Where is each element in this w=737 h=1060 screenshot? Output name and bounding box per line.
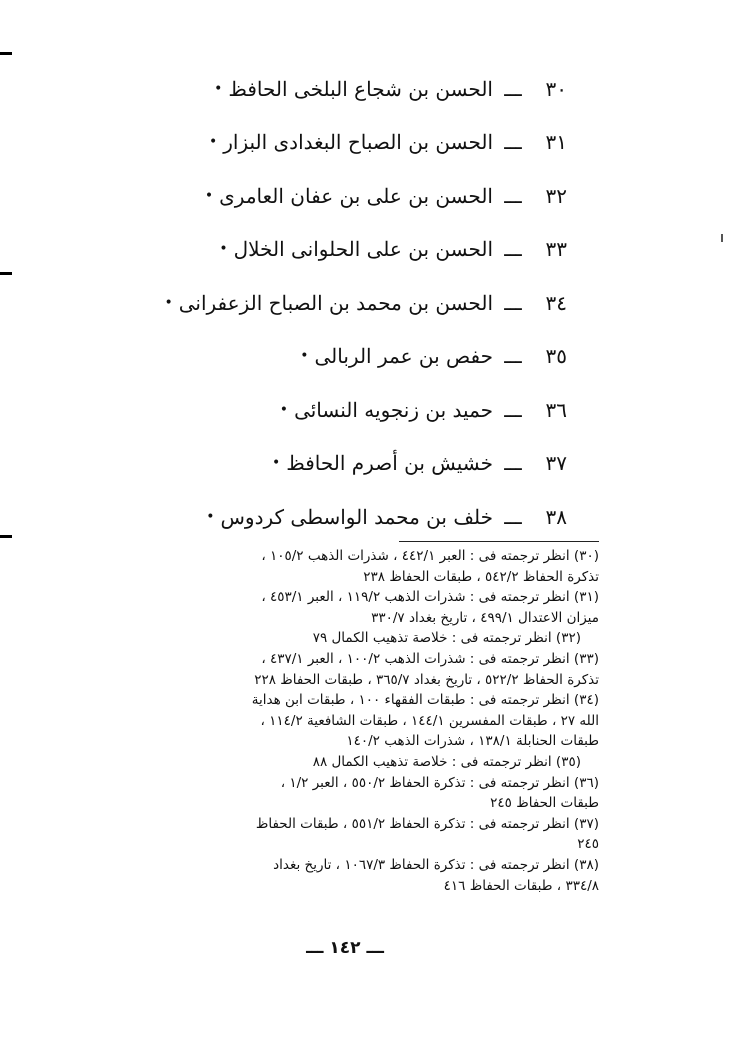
entry-dash: ـــ bbox=[504, 397, 522, 422]
entry-dot: • bbox=[204, 187, 214, 204]
entry-dash: ـــ bbox=[504, 130, 522, 155]
scan-edge-mark bbox=[0, 52, 12, 55]
footnote-separator bbox=[399, 541, 599, 542]
entry-number: ٣٧ bbox=[545, 451, 567, 476]
entry-number: ٣٣ bbox=[545, 237, 567, 262]
entry-name: خلف بن محمد الواسطى كردوس bbox=[220, 504, 493, 529]
list-item bbox=[47, 276, 567, 330]
entry-number: ٣٨ bbox=[545, 504, 567, 529]
entry-dash: ـــ bbox=[504, 344, 522, 369]
list-item bbox=[47, 330, 567, 384]
entry-name: الحسن بن محمد بن الصباح الزعفرانى bbox=[178, 290, 493, 315]
footnote-line: ٢٤٥ bbox=[577, 836, 599, 853]
entry-name: الحسن بن شجاع البلخى الحافظ bbox=[228, 76, 493, 101]
footnote-line: ٣٣٤/٨ ، طبقات الحفاظ ٤١٦ bbox=[443, 877, 599, 894]
entry-dash: ـــ bbox=[504, 237, 522, 262]
footnote-line: تذكرة الحفاظ ٥٢٢/٢ ، تاريخ بغداد ٣٦٥/٧ ، طبقات الحفاظ ٢٢٨ bbox=[254, 671, 599, 688]
entry-dash: ـــ bbox=[504, 183, 522, 208]
footnote-line: (٣٧) انظر ترجمته فى : تذكرة الحفاظ ٥٥١/٢ ، طبقات الحفاظ bbox=[255, 815, 599, 832]
entry-dot: • bbox=[214, 80, 223, 97]
list-item bbox=[47, 383, 567, 437]
footnote-line: تذكرة الحفاظ ٥٤٢/٢ ، طبقات الحفاظ ٢٣٨ bbox=[363, 568, 599, 585]
entry-dot: • bbox=[164, 294, 173, 311]
entry-dash: ـــ bbox=[504, 504, 522, 529]
entry-number: ٣٠ bbox=[545, 76, 567, 101]
scan-edge-mark bbox=[0, 535, 12, 538]
entry-name: خشيش بن أصرم الحافظ bbox=[286, 451, 493, 476]
entry-number: ٣١ bbox=[545, 130, 567, 155]
entry-name: الحسن بن الصباح البغدادى البزار bbox=[223, 130, 493, 155]
entry-number: ٣٥ bbox=[545, 344, 567, 369]
entry-name: حميد بن زنجويه النسائى bbox=[294, 397, 493, 422]
footnote-line: (٣٨) انظر ترجمته فى : تذكرة الحفاظ ١٠٦٧/٣ ، تاريخ بغداد bbox=[273, 856, 599, 873]
entry-dot: • bbox=[208, 134, 218, 151]
entry-number: ٣٤ bbox=[545, 290, 567, 315]
footnote-line: (٣٥) انظر ترجمته فى : خلاصة تذهيب الكمال ٨٨ bbox=[312, 753, 581, 770]
list-item bbox=[47, 490, 567, 544]
footnote-line: (٣٤) انظر ترجمته فى : طبقات الفقهاء ١٠٠ ، طبقات ابن هداية bbox=[251, 692, 599, 709]
entry-dash: ـــ bbox=[504, 76, 522, 101]
entry-number: ٣٦ bbox=[545, 397, 567, 422]
footnote-line: (٣١) انظر ترجمته فى : شذرات الذهب ١١٩/٢ ، العبر ٤٥٣/١ ، bbox=[261, 589, 599, 606]
entry-dot: • bbox=[219, 241, 228, 258]
entry-dot: • bbox=[279, 401, 289, 418]
footnotes bbox=[79, 546, 599, 896]
list-item bbox=[47, 169, 567, 223]
entry-dot: • bbox=[206, 508, 215, 525]
entry-number: ٣٢ bbox=[545, 183, 567, 208]
footnote-line: طبقات الحفاظ ٢٤٥ bbox=[490, 795, 599, 812]
entry-name: الحسن بن على بن عفان العامرى bbox=[219, 183, 493, 208]
entry-name: حفص بن عمر الربالى bbox=[314, 344, 493, 369]
scan-edge-mark bbox=[0, 272, 12, 275]
list-item bbox=[47, 223, 567, 277]
list-item bbox=[47, 62, 567, 116]
scan-speck bbox=[721, 234, 723, 242]
footnote-line: (٣٦) انظر ترجمته فى : تذكرة الحفاظ ٥٥٠/٢ ، العبر ١/٢ ، bbox=[280, 774, 599, 791]
footnote-line: (٣٢) انظر ترجمته فى : خلاصة تذهيب الكمال ٧٩ bbox=[312, 630, 581, 647]
footnote-line: (٣٠) انظر ترجمته فى : العبر ٤٤٢/١ ، شذرات الذهب ١٠٥/٢ ، bbox=[261, 548, 599, 564]
page-number: ـــ ١٤٢ ـــ bbox=[306, 938, 384, 958]
footnote-line: الله ٢٧ ، طبقات المفسرين ١٤٤/١ ، طبقات الشافعية ١١٤/٢ ، bbox=[260, 712, 599, 729]
footnote-line: طبقات الحنابلة ١٣٨/١ ، شذرات الذهب ١٤٠/٢ bbox=[346, 733, 599, 750]
footnote-line: ميزان الاعتدال ٤٩٩/١ ، تاريخ بغداد ٣٣٠/٧ bbox=[371, 609, 599, 626]
list-item bbox=[47, 116, 567, 170]
entry-dash: ـــ bbox=[504, 290, 522, 315]
entry-name: الحسن بن على الحلوانى الخلال bbox=[233, 237, 493, 262]
entry-list bbox=[47, 62, 567, 544]
entry-dot: • bbox=[271, 455, 281, 472]
footnote-line: (٣٣) انظر ترجمته فى : شذرات الذهب ١٠٠/٢ ، العبر ٤٣٧/١ ، bbox=[261, 650, 599, 667]
entry-dash: ـــ bbox=[504, 451, 522, 476]
entry-dot: • bbox=[300, 348, 309, 365]
list-item bbox=[47, 437, 567, 491]
